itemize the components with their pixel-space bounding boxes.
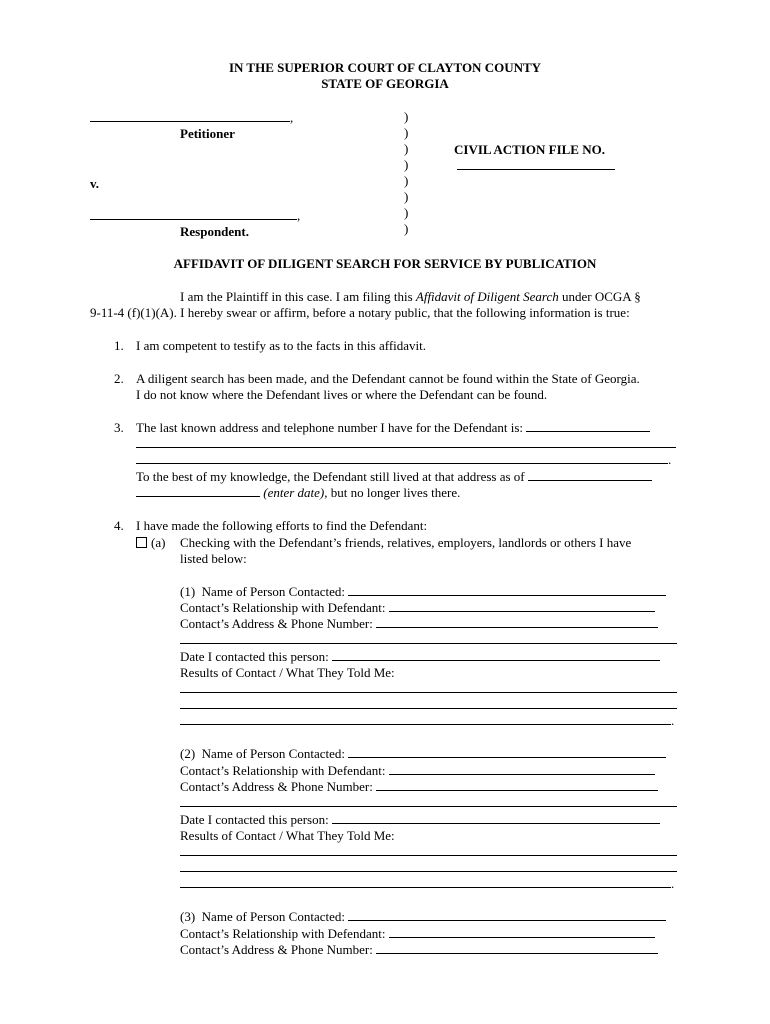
- contact-name-field[interactable]: [348, 746, 666, 758]
- caption-paren: ): [404, 109, 409, 124]
- respondent-name-field[interactable]: ,: [90, 208, 300, 224]
- contact-name-field[interactable]: [348, 909, 666, 921]
- contact-2-results-label: Results of Contact / What They Told Me:: [180, 828, 395, 843]
- contact-address-field[interactable]: [376, 779, 658, 791]
- contact-1-name-row: (1) Name of Person Contacted:: [180, 584, 666, 600]
- petitioner-name-field[interactable]: ,: [90, 110, 293, 126]
- last-lived-date-field[interactable]: [528, 469, 652, 481]
- caption-paren: ): [404, 205, 409, 220]
- last-known-address-field-line-2[interactable]: [136, 436, 676, 452]
- item-number: 2.: [114, 371, 124, 386]
- contact-1-results-line[interactable]: [180, 697, 677, 713]
- court-state: STATE OF GEORGIA: [321, 76, 449, 91]
- option-a-checkbox[interactable]: [136, 537, 147, 548]
- item-3-text-line-5: (enter date), but no longer lives there.: [136, 485, 460, 501]
- contact-3-relationship-row: Contact’s Relationship with Defendant:: [180, 926, 655, 942]
- petitioner-label: Petitioner: [180, 126, 235, 141]
- contact-3-name-row: (3) Name of Person Contacted:: [180, 909, 666, 925]
- caption-paren: ): [404, 173, 409, 188]
- item-number: 4.: [114, 518, 124, 533]
- item-number: 3.: [114, 420, 124, 435]
- item-number: 1.: [114, 338, 124, 353]
- last-known-address-field-line-3[interactable]: .: [136, 452, 671, 468]
- contact-1-results-line[interactable]: [180, 681, 677, 697]
- contact-address-field[interactable]: [376, 616, 658, 628]
- contact-2-address-row: Contact’s Address & Phone Number:: [180, 779, 658, 795]
- contact-1-address-line-2[interactable]: [180, 632, 677, 648]
- contact-2-name-row: (2) Name of Person Contacted:: [180, 746, 666, 762]
- intro-line-2: 9-11-4 (f)(1)(A). I hereby swear or affirm, before a notary public, that the following information is true:: [90, 305, 630, 320]
- contact-1-results-label: Results of Contact / What They Told Me:: [180, 665, 395, 680]
- civil-action-number-field[interactable]: [457, 158, 615, 174]
- item-3-text-line-1: The last known address and telephone number I have for the Defendant is:: [136, 420, 650, 436]
- contact-1-results-line[interactable]: .: [180, 713, 674, 729]
- item-3-text-line-4: To the best of my knowledge, the Defendant still lived at that address as of: [136, 469, 652, 485]
- last-lived-date-field[interactable]: [136, 485, 260, 497]
- contact-2-results-line[interactable]: .: [180, 876, 674, 892]
- last-known-address-field[interactable]: [526, 420, 650, 432]
- contact-1-address-row: Contact’s Address & Phone Number:: [180, 616, 658, 632]
- option-a-text-line-2: listed below:: [180, 551, 247, 566]
- contact-relationship-field[interactable]: [389, 763, 655, 775]
- item-2-text-line-2: I do not know where the Defendant lives or where the Defendant can be found.: [136, 387, 548, 402]
- contact-2-address-line-2[interactable]: [180, 795, 677, 811]
- option-a-row: [136, 535, 165, 551]
- option-a-text-line-1: Checking with the Defendant’s friends, relatives, employers, landlords or others I have: [180, 535, 632, 550]
- versus-label: v.: [90, 176, 100, 191]
- option-a-label: (a): [151, 535, 166, 550]
- contact-1-relationship-row: Contact’s Relationship with Defendant:: [180, 600, 655, 616]
- contact-date-field[interactable]: [332, 649, 660, 661]
- caption-paren: ): [404, 125, 409, 140]
- caption-paren: ): [404, 157, 409, 172]
- contact-2-results-line[interactable]: [180, 844, 677, 860]
- item-1-text: I am competent to testify as to the facts in this affidavit.: [136, 338, 427, 353]
- item-4-text: I have made the following efforts to find the Defendant:: [136, 518, 428, 533]
- caption-paren: ): [404, 189, 409, 204]
- contact-date-field[interactable]: [332, 812, 660, 824]
- contact-1-date-row: Date I contacted this person:: [180, 649, 660, 665]
- contact-2-relationship-row: Contact’s Relationship with Defendant:: [180, 763, 655, 779]
- contact-address-field[interactable]: [376, 942, 658, 954]
- item-2-text-line-1: A diligent search has been made, and the Defendant cannot be found within the State of Georgia.: [136, 371, 640, 386]
- contact-2-results-line[interactable]: [180, 860, 677, 876]
- caption-paren: ): [404, 221, 409, 236]
- contact-relationship-field[interactable]: [389, 926, 655, 938]
- contact-3-address-row: Contact’s Address & Phone Number:: [180, 942, 658, 958]
- civil-action-label: CIVIL ACTION FILE NO.: [454, 142, 605, 157]
- affidavit-title: AFFIDAVIT OF DILIGENT SEARCH FOR SERVICE BY PUBLICATION: [173, 256, 597, 271]
- caption-paren: ): [404, 141, 409, 156]
- contact-2-date-row: Date I contacted this person:: [180, 812, 660, 828]
- contact-relationship-field[interactable]: [389, 600, 655, 612]
- contact-name-field[interactable]: [348, 584, 666, 596]
- respondent-label: Respondent.: [180, 224, 249, 239]
- intro-line-1: I am the Plaintiff in this case. I am filing this Affidavit of Diligent Search under OCGA §: [180, 289, 641, 304]
- court-name: IN THE SUPERIOR COURT OF CLAYTON COUNTY: [228, 60, 542, 75]
